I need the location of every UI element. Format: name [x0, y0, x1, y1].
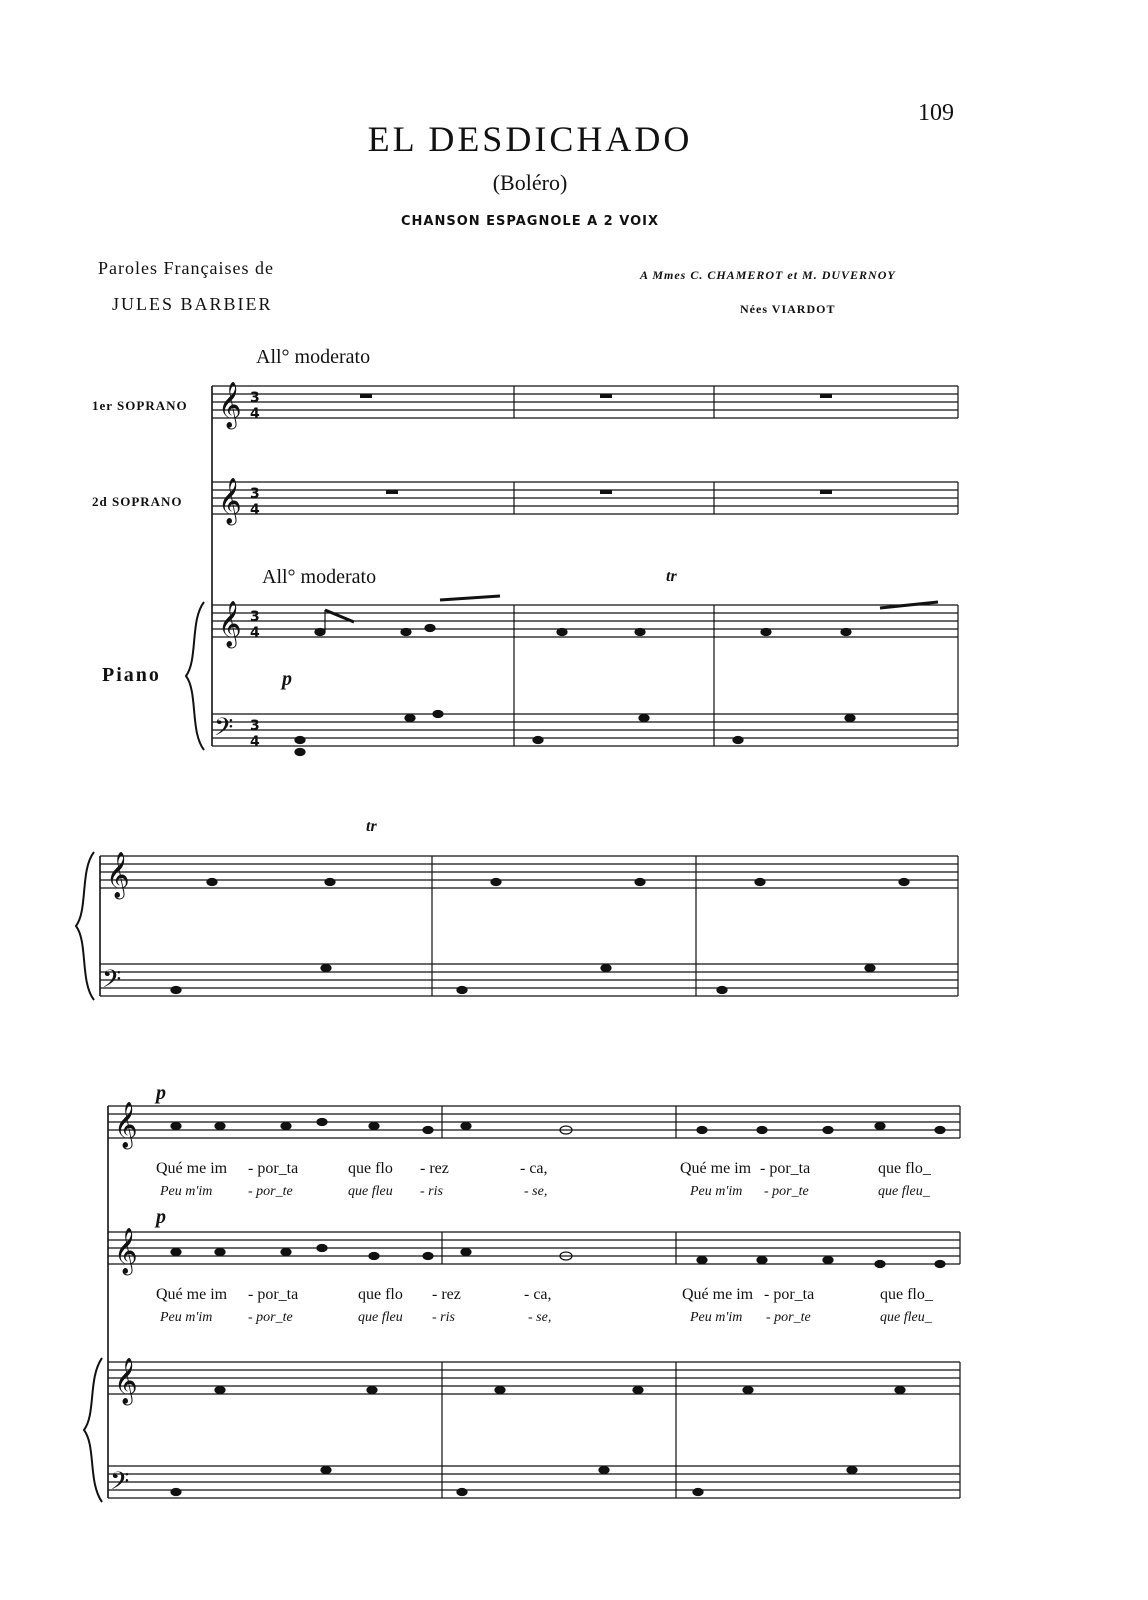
svg-text:𝄞: 𝄞: [114, 1228, 138, 1274]
lyric-syllable: Peu m'im: [690, 1310, 743, 1325]
svg-text:𝄞: 𝄞: [218, 478, 242, 524]
tempo-marking-piano: All° moderato: [262, 566, 377, 588]
staff-piano-treble-3: [108, 1362, 960, 1394]
lyric-syllable: - rez: [432, 1286, 461, 1303]
svg-text:3: 3: [250, 718, 260, 734]
lyric-syllable: - por_ta: [760, 1160, 811, 1177]
page-title: EL DESDICHADO: [367, 119, 693, 159]
tempo-marking-voices: All° moderato: [256, 346, 371, 368]
lyric-syllable: que fleu: [358, 1310, 403, 1325]
lyric-syllable: - ris: [420, 1184, 443, 1199]
piano-label: Piano: [102, 664, 161, 686]
svg-text:𝄢: 𝄢: [110, 1467, 130, 1502]
staff-piano-bass-2: [100, 964, 958, 996]
svg-text:4: 4: [250, 734, 260, 750]
lyric-syllable: - ca,: [520, 1160, 548, 1177]
staff-soprano1-3: [108, 1106, 960, 1138]
svg-text:4: 4: [250, 502, 260, 518]
lyric-syllable: que fleu: [348, 1184, 393, 1199]
svg-text:𝄞: 𝄞: [114, 1358, 138, 1404]
staff-piano-treble-2: [100, 856, 958, 888]
lyric-syllable: - por_ta: [248, 1286, 299, 1303]
svg-text:𝄞: 𝄞: [106, 852, 130, 898]
lyric-syllable: - ris: [432, 1310, 455, 1325]
page-number: 109: [918, 100, 954, 126]
voice1-label: 1er SOPRANO: [92, 398, 188, 413]
subtitle: (Boléro): [492, 170, 568, 195]
lyric-syllable: que fleu_: [878, 1184, 930, 1199]
lyricist-name: JULES BARBIER: [112, 294, 273, 314]
svg-text:4: 4: [250, 406, 260, 422]
trill-s2: tr: [366, 818, 377, 835]
staff-soprano2: [212, 482, 958, 514]
svg-text:3: 3: [250, 390, 260, 406]
dedication: A Mmes C. CHAMEROT et M. DUVERNOY: [640, 268, 896, 282]
lyric-syllable: - rez: [420, 1160, 449, 1177]
svg-text:3: 3: [250, 609, 260, 625]
staff-piano-bass-3: [108, 1466, 960, 1498]
genre-caption: CHANSON ESPAGNOLE A 2 VOIX: [400, 214, 659, 229]
svg-text:4: 4: [250, 625, 260, 641]
svg-text:𝄞: 𝄞: [218, 601, 242, 647]
lyric-syllable: Peu m'im: [690, 1184, 743, 1199]
lyric-syllable: - por_te: [766, 1310, 811, 1325]
trill-s1: tr: [666, 568, 677, 585]
svg-text:𝄢: 𝄢: [102, 965, 122, 1000]
lyric-syllable: - se,: [528, 1310, 552, 1325]
lyric-syllable: que flo: [358, 1286, 403, 1303]
lyric-syllable: que flo_: [880, 1286, 933, 1303]
dedication-sub: Nées VIARDOT: [740, 302, 836, 316]
dynamic-piano-s1: p: [282, 668, 292, 690]
dynamic-v1-s3: p: [156, 1082, 166, 1104]
dynamic-v2-s3: p: [156, 1206, 166, 1228]
piano-motif-s1: [295, 596, 938, 756]
lyric-syllable: - por_ta: [764, 1286, 815, 1303]
svg-text:3: 3: [250, 486, 260, 502]
lyricist-label: Paroles Françaises de: [98, 258, 274, 278]
lyric-syllable: - ca,: [524, 1286, 552, 1303]
staff-soprano1: [212, 386, 958, 418]
lyric-syllable: que flo_: [878, 1160, 931, 1177]
svg-text:𝄞: 𝄞: [218, 382, 242, 428]
voice2-label: 2d SOPRANO: [92, 494, 183, 509]
lyric-syllable: Qué me im: [682, 1286, 754, 1303]
svg-text:𝄞: 𝄞: [114, 1102, 138, 1148]
svg-text:𝄢: 𝄢: [214, 713, 234, 748]
lyric-syllable: - se,: [524, 1184, 548, 1199]
lyric-syllable: - por_te: [764, 1184, 809, 1199]
lyric-syllable: Qué me im: [156, 1286, 228, 1303]
lyric-syllable: Peu m'im: [160, 1184, 213, 1199]
lyric-syllable: - por_ta: [248, 1160, 299, 1177]
lyric-syllable: que flo: [348, 1160, 393, 1177]
lyric-syllable: Qué me im: [680, 1160, 752, 1177]
lyric-syllable: Qué me im: [156, 1160, 228, 1177]
lyric-syllable: - por_te: [248, 1184, 293, 1199]
piano-motif-s3: [171, 1387, 905, 1496]
piano-motif-s2: [171, 879, 909, 994]
lyric-syllable: - por_te: [248, 1310, 293, 1325]
lyric-syllable: Peu m'im: [160, 1310, 213, 1325]
lyric-syllable: que fleu_: [880, 1310, 932, 1325]
